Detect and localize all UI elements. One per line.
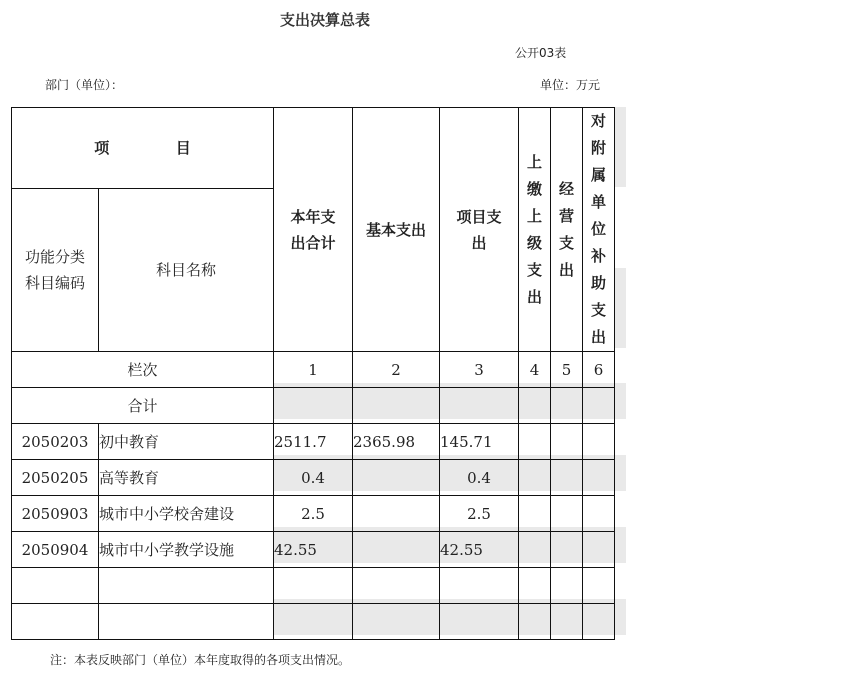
row-subsidy	[583, 496, 615, 532]
row-project: 0.4	[440, 460, 519, 496]
unit-label: 单位：万元	[540, 78, 601, 92]
row-code	[12, 604, 99, 640]
row-upper	[519, 460, 551, 496]
table-cell	[440, 388, 519, 424]
col-index-5: 5	[551, 352, 583, 388]
row-basic	[353, 460, 440, 496]
row-subsidy	[583, 424, 615, 460]
col-index-3: 3	[440, 352, 519, 388]
table-cell	[274, 388, 353, 424]
row-name: 城市中小学校舍建设	[99, 496, 274, 532]
row-basic	[353, 568, 440, 604]
row-total: 42.55	[274, 532, 353, 568]
table-cell	[519, 388, 551, 424]
row-total	[274, 568, 353, 604]
row-subsidy	[583, 532, 615, 568]
row-name	[99, 568, 274, 604]
project-header	[12, 108, 274, 189]
row-total: 0.4	[274, 460, 353, 496]
col-index-label: 栏次	[12, 352, 274, 388]
row-upper	[519, 496, 551, 532]
row-project: 2.5	[440, 496, 519, 532]
row-project: 145.71	[440, 424, 519, 460]
table-row	[12, 532, 615, 568]
department-label: 部门（单位）：	[45, 78, 124, 92]
row-business	[551, 568, 583, 604]
total-header: 本年支出合计	[274, 108, 353, 352]
row-upper	[519, 532, 551, 568]
row-total: 2.5	[274, 496, 353, 532]
table-row	[12, 460, 615, 496]
row-subsidy	[583, 604, 615, 640]
row-name: 初中教育	[99, 424, 274, 460]
row-business	[551, 496, 583, 532]
row-code: 2050903	[12, 496, 99, 532]
footnote: 注：本表反映部门（单位）本年度取得的各项支出情况。	[50, 653, 351, 667]
row-code: 2050904	[12, 532, 99, 568]
row-project: 42.55	[440, 532, 519, 568]
row-upper	[519, 424, 551, 460]
basic-header: 基本支出	[353, 108, 440, 352]
row-code: 2050205	[12, 460, 99, 496]
project-exp-header: 项目支出	[440, 108, 519, 352]
project-header-b: 目	[175, 139, 191, 158]
col-index-4: 4	[519, 352, 551, 388]
row-code: 2050203	[12, 424, 99, 460]
subject-name-header: 科目名称	[99, 189, 274, 352]
row-basic	[353, 532, 440, 568]
table-row	[12, 496, 615, 532]
row-total: 2511.7	[274, 424, 353, 460]
row-name: 高等教育	[99, 460, 274, 496]
row-basic: 2365.98	[353, 424, 440, 460]
row-business	[551, 424, 583, 460]
table-cell	[551, 388, 583, 424]
table-cell	[353, 388, 440, 424]
table-cell	[583, 388, 615, 424]
page-title: 支出决算总表	[279, 11, 370, 29]
total-row-label: 合计	[12, 388, 274, 424]
row-business	[551, 532, 583, 568]
subsidy-header: 对附属单位补助支出	[583, 108, 615, 352]
col-index-6: 6	[583, 352, 615, 388]
col-index-2: 2	[353, 352, 440, 388]
table-row	[12, 604, 615, 640]
row-name: 城市中小学教学设施	[99, 532, 274, 568]
row-business	[551, 460, 583, 496]
row-subsidy	[583, 568, 615, 604]
row-basic	[353, 604, 440, 640]
shade-right-strip-1	[614, 107, 626, 187]
expenditure-table	[11, 107, 615, 640]
row-basic	[353, 496, 440, 532]
row-project	[440, 568, 519, 604]
shade-right-strip-2	[614, 268, 626, 348]
row-project	[440, 604, 519, 640]
project-header-a: 项	[94, 139, 110, 158]
row-upper	[519, 568, 551, 604]
table-row	[12, 424, 615, 460]
business-header: 经营支出	[551, 108, 583, 352]
row-subsidy	[583, 460, 615, 496]
row-code	[12, 568, 99, 604]
func-code-header: 功能分类科目编码	[12, 189, 99, 352]
upper-header: 上缴上级支出	[519, 108, 551, 352]
col-index-1: 1	[274, 352, 353, 388]
form-number: 公开03表	[515, 46, 567, 60]
row-total	[274, 604, 353, 640]
row-upper	[519, 604, 551, 640]
table-row	[12, 568, 615, 604]
row-name	[99, 604, 274, 640]
row-business	[551, 604, 583, 640]
